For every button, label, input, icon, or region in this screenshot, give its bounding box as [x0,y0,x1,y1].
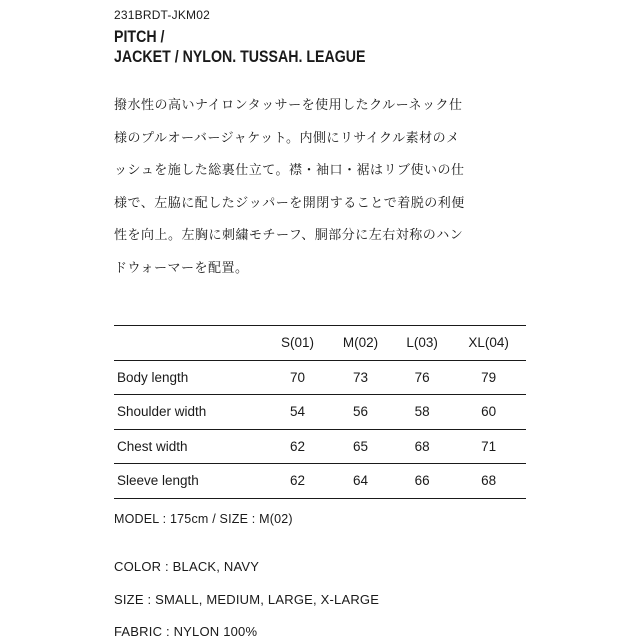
description-line: ッシュを施した総裏仕立て。襟・袖口・裾はリブ使いの仕 [114,163,465,178]
table-row [114,464,526,499]
table-cell: 79 [451,360,526,395]
table-cell: 54 [267,395,328,430]
row-label: Shoulder width [114,395,267,430]
color-info: COLOR : BLACK, NAVY [114,559,260,574]
header-cell-s: S(01) [267,326,328,361]
row-label: Body length [114,360,267,395]
table-cell: 64 [328,464,393,499]
table-row [114,360,526,395]
table-cell: 60 [451,395,526,430]
size-table [114,325,526,499]
header-cell-m: M(02) [328,326,393,361]
table-cell: 73 [328,360,393,395]
table-cell: 68 [393,429,451,464]
product-title [114,27,366,67]
description-line: 様のプルオーバージャケット。内側にリサイクル素材のメ [114,130,460,146]
table-cell: 58 [393,395,451,430]
description-line: 撥水性の高いナイロンタッサーを使用したクルーネック仕 [114,98,463,113]
product-code: 231BRDT-JKM02 [114,8,210,22]
table-cell: 66 [393,464,451,499]
title-line: JACKET / NYLON. TUSSAH. LEAGUE [114,48,366,66]
row-label: Sleeve length [114,464,267,499]
size-info: SIZE : SMALL, MEDIUM, LARGE, X-LARGE [114,592,380,607]
table-cell: 65 [328,429,393,464]
row-label: Chest width [114,429,267,464]
description-line: ドウォーマーを配置。 [114,260,249,276]
description-line: 様で、左脇に配したジッパーを開閉することで着脱の利便 [114,195,465,211]
table-cell: 62 [267,464,328,499]
table-cell: 68 [451,464,526,499]
table-header-row [114,326,526,361]
model-info: MODEL : 175cm / SIZE : M(02) [114,512,293,526]
header-cell-xl: XL(04) [451,326,526,361]
table-cell: 62 [267,429,328,464]
table-row [114,395,526,430]
header-cell [114,326,267,361]
table-row [114,429,526,464]
table-cell: 70 [267,360,328,395]
title-line: PITCH / [114,28,165,46]
table-cell: 76 [393,360,451,395]
product-description [114,90,534,285]
description-line: 性を向上。左胸に刺繍モチーフ、胴部分に左右対称のハン [114,228,464,243]
table-cell: 71 [451,429,526,464]
header-cell-l: L(03) [393,326,451,361]
table-cell: 56 [328,395,393,430]
fabric-info: FABRIC : NYLON 100% [114,624,258,639]
